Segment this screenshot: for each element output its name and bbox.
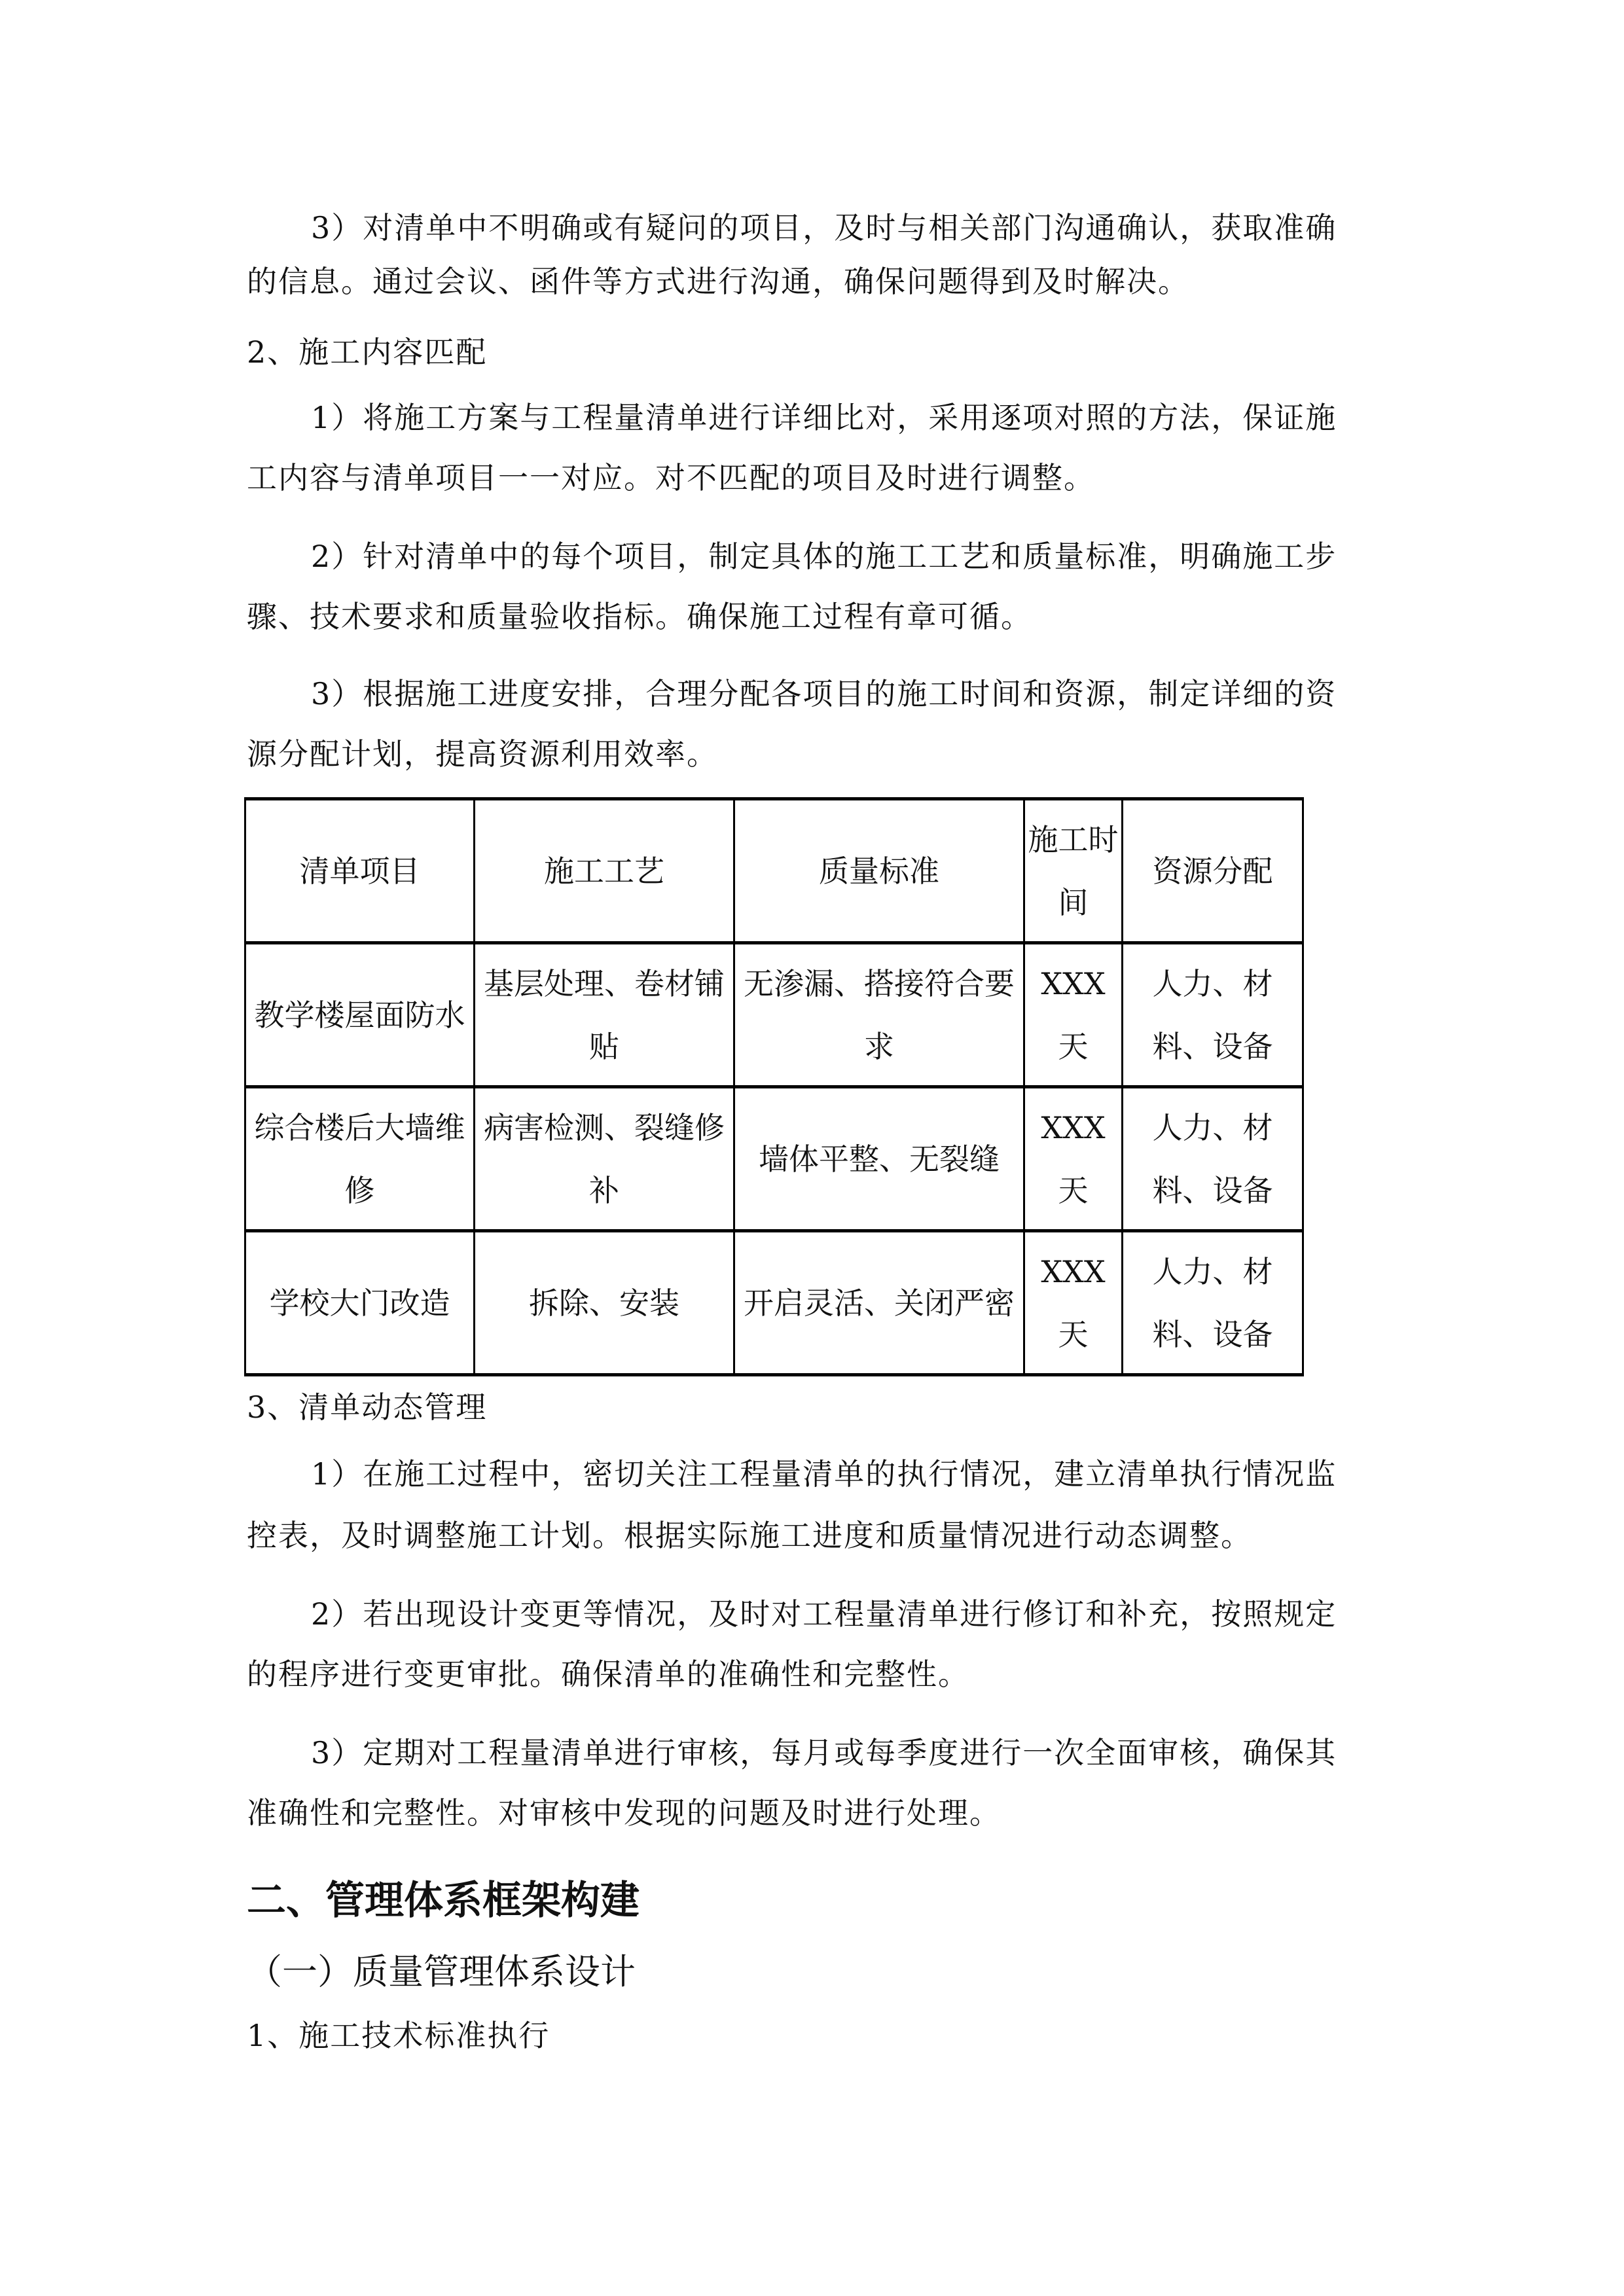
table-cell: 病害检测、裂缝修补 (475, 1087, 734, 1231)
table-cell: 教学楼屋面防水 (245, 943, 475, 1087)
table-row (245, 943, 1303, 1087)
header-cell: 质量标准 (734, 799, 1024, 943)
section-title: 1、施工技术标准执行 (247, 2018, 550, 2053)
header-cell: 施工工艺 (475, 799, 734, 943)
header-cell: 资源分配 (1123, 799, 1303, 943)
table-cell: 学校大门改造 (245, 1231, 475, 1375)
table-cell: 开启灵活、关闭严密 (734, 1231, 1024, 1375)
section-title: 2、施工内容匹配 (247, 334, 488, 370)
table-cell: XXX天 (1024, 943, 1123, 1087)
paragraph-line: 控表，及时调整施工计划。根据实际施工进度和质量情况进行动态调整。 (247, 1518, 1252, 1553)
header-cell: 清单项目 (245, 799, 475, 943)
paragraph-line: 准确性和完整性。对审核中发现的问题及时进行处理。 (247, 1795, 1001, 1831)
table-header-row (245, 799, 1303, 943)
paragraph-line: 骤、技术要求和质量验收指标。确保施工过程有章可循。 (247, 599, 1032, 634)
table-cell: 拆除、安装 (475, 1231, 734, 1375)
subchapter-heading: （一）质量管理体系设计 (247, 1951, 636, 1992)
paragraph-line: 3）对清单中不明确或有疑问的项目，及时与相关部门沟通确认，获取准确 (311, 210, 1337, 245)
table-cell: 基层处理、卷材铺贴 (475, 943, 734, 1087)
table-cell: 无渗漏、搭接符合要求 (734, 943, 1024, 1087)
paragraph-line: 的信息。通过会议、函件等方式进行沟通，确保问题得到及时解决。 (247, 264, 1189, 299)
table-row (245, 1087, 1303, 1231)
table-row (245, 1231, 1303, 1375)
section-title: 3、清单动态管理 (247, 1390, 488, 1425)
table-cell: 人力、材料、设备 (1123, 1231, 1303, 1375)
header-cell: 施工时间 (1024, 799, 1123, 943)
chapter-heading: 二、管理体系框架构建 (247, 1878, 640, 1924)
paragraph-line: 1）将施工方案与工程量清单进行详细比对，采用逐项对照的方法，保证施 (311, 400, 1337, 435)
table-cell: XXX天 (1024, 1231, 1123, 1375)
paragraph-line: 源分配计划，提高资源利用效率。 (247, 736, 718, 772)
paragraph-line: 3）根据施工进度安排，合理分配各项目的施工时间和资源，制定详细的资 (311, 676, 1337, 711)
paragraph-line: 2）若出现设计变更等情况，及时对工程量清单进行修订和补充，按照规定 (311, 1596, 1337, 1632)
resource-allocation-table (244, 797, 1304, 1376)
paragraph-line: 1）在施工过程中，密切关注工程量清单的执行情况，建立清单执行情况监 (311, 1456, 1337, 1492)
paragraph-line: 的程序进行变更审批。确保清单的准确性和完整性。 (247, 1657, 969, 1692)
table-cell: 墙体平整、无裂缝 (734, 1087, 1024, 1231)
table-cell: 综合楼后大墙维修 (245, 1087, 475, 1231)
paragraph-line: 3）定期对工程量清单进行审核，每月或每季度进行一次全面审核，确保其 (311, 1735, 1337, 1770)
table-cell: 人力、材料、设备 (1123, 943, 1303, 1087)
table-cell: XXX天 (1024, 1087, 1123, 1231)
paragraph-line: 工内容与清单项目一一对应。对不匹配的项目及时进行调整。 (247, 460, 1095, 495)
table-cell: 人力、材料、设备 (1123, 1087, 1303, 1231)
paragraph-line: 2）针对清单中的每个项目，制定具体的施工工艺和质量标准，明确施工步 (311, 539, 1337, 574)
